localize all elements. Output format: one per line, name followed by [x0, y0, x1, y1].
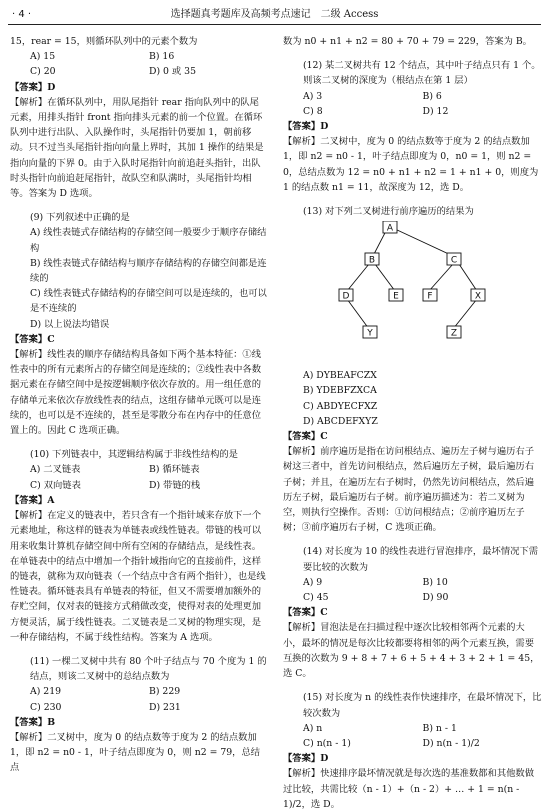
tree-node: Z [450, 328, 458, 339]
option: D) n(n - 1)/2 [422, 737, 480, 749]
edge-c-x [459, 264, 477, 291]
option: B) 线性表链式存储结构与顺序存储结构的存储空间都是连续的 [30, 257, 267, 285]
option: C) 20 [30, 66, 56, 78]
answer-label: 【答案】A [10, 494, 55, 506]
answer-label: 【答案】D [10, 81, 56, 93]
tree-node: A [386, 223, 394, 234]
option: A) 219 [30, 686, 62, 698]
analysis-text: 【解析】二叉树中，度为 0 的结点数等于度为 2 的结点数加 1，即 n2 = n0 - 1，叶子结点即度为 0，n0 = 1，则 n2 = 0，总结点数为 12 = n0 + n1 + n2 = 1 + n1 + 0，则度为 1 的结点数 n1 = 11，故深度为 12，选 D。 [283, 136, 539, 193]
option: A) 3 [303, 90, 323, 102]
option: D) 0 或 35 [149, 66, 196, 78]
edge-b-e [375, 264, 395, 291]
tree-svg [283, 221, 542, 366]
question-13 [283, 204, 542, 535]
question-8-tail [10, 34, 268, 201]
tree-node: B [368, 255, 376, 266]
option: D) 以上说法均错误 [30, 318, 110, 330]
page-number: · 4 · [12, 9, 32, 20]
question-11 [10, 654, 268, 776]
left-column [10, 34, 268, 776]
option-list [10, 49, 268, 79]
edge-a-c [395, 229, 453, 256]
answer-label: 【答案】D [283, 121, 329, 133]
binary-tree-diagram [283, 221, 542, 366]
running-title: 选择题真考题库及高频考点速记 二级 Access [170, 9, 379, 20]
option: B) YDEBFZXCA [303, 385, 377, 397]
option-list [283, 89, 542, 119]
analysis-text: 【解析】快速排序最坏情况就是每次选的基准数都和其他数做过比较，共需比较（n - 1）+（n - 2）+ … + 1 = n(n - 1)/2，选 D。 [283, 768, 535, 810]
option: B) 6 [422, 90, 442, 102]
analysis-text: 【解析】线性表的顺序存储结构具备如下两个基本特征：①线性表中的所有元素所占的存储空间是连续的；②线性表中各数据元素在存储空间中是按逻辑顺序依次存放的。用一组任意的存储单元来依次存放线性表的结点，这组存储单元既可以是连续的，也可以是不连续的，甚至是零散分布在内存中的任意位置上的。因此 C 选项正确。 [10, 349, 262, 437]
analysis-text: 【解析】前序遍历是指在访问根结点、遍历左子树与遍历右子树这三者中，首先访问根结点，然后遍历左子树，最后遍历右子树；并且，在遍历左右子树时，仍然先访问根结点，然后遍历左子树，最后遍历右子树。前序遍历描述为：若二叉树为空，则执行空操作。否则：①访问根结点；②前序遍历左子树；③前序遍历右子树，C 选项正确。 [283, 446, 535, 534]
option: C) 8 [303, 105, 323, 117]
option: C) 230 [30, 701, 62, 713]
option: A) 二叉链表 [30, 464, 81, 476]
answer-label: 【答案】D [283, 753, 329, 765]
option-list [283, 721, 542, 751]
analysis-text: 【解析】二叉树中，度为 0 的结点数等于度为 2 的结点数加 1，即 n2 = n0 - 1，叶子结点即度为 0，则 n2 = 79，总结点 [10, 731, 261, 774]
question-stem: (14) 对长度为 10 的线性表进行冒泡排序，最坏情况下需要比较的次数为 [303, 546, 539, 573]
question-10 [10, 447, 268, 645]
option: B) 229 [149, 686, 181, 698]
option: D) 90 [422, 592, 449, 604]
option: D) ABCDEFXYZ [303, 415, 378, 427]
option: A) 线性表链式存储结构的存储空间一般要少于顺序存储结构 [30, 227, 267, 254]
question-12 [283, 58, 542, 195]
option: B) 循环链表 [149, 464, 200, 476]
question-stem: 15，rear = 15，则循环队列中的元素个数为 [10, 36, 198, 47]
analysis-text: 【解析】在定义的链表中，若只含有一个指针域来存放下一个元素地址，称这样的链表为单链表或线性链表。带链的栈可以用来收集计算机存储空间中所有空闲的存储结点，是线性表。在单链表中的结点中增加一个指针域指向它的直接前件，这样的链表，就称为双向链表（一个结点中含有两个指针），也是线性链表。循环链表具有单链表的特征，但又不需要增加额外的存贮空间，仅对表的链接方式稍做改变，使得对表的处理更加方便灵活，属于线性链表。二叉链表是二叉树的物理实现，是一种存储结构，不属于线性结构。答案为 A 选项。 [10, 510, 266, 643]
option: C) 线性表链式存储结构的存储空间可以是连续的，也可以是不连续的 [30, 288, 267, 315]
edge-c-f [429, 264, 453, 291]
edge-x-z [453, 299, 477, 329]
page-header [8, 6, 541, 25]
question-stem: (10) 下列链表中，其逻辑结构属于非线性结构的是 [30, 449, 238, 461]
option: C) 45 [303, 592, 329, 604]
answer-label: 【答案】C [10, 333, 55, 345]
question-9 [10, 210, 268, 438]
edge-b-d [347, 264, 369, 291]
question-15 [283, 690, 542, 812]
tree-node: C [450, 255, 458, 266]
option: D) 带链的栈 [149, 479, 201, 491]
question-stem: (12) 某二叉树共有 12 个结点，其中叶子结点只有 1 个。则该二叉树的深度为（根结点在第 1 层） [303, 60, 541, 87]
question-stem: (15) 对长度为 n 的线性表作快速排序，在最坏情况下，比较次数为 [303, 692, 542, 719]
answer-label: 【答案】C [283, 431, 328, 443]
option: C) ABDYECFXZ [303, 400, 378, 412]
edge-d-y [347, 299, 369, 329]
tree-node-boxes [339, 221, 485, 338]
option: D) 12 [422, 105, 449, 117]
option-list [10, 462, 268, 492]
option-list [283, 575, 542, 605]
question-11-tail: 数为 n0 + n1 + n2 = 80 + 70 + 79 = 229，答案为 B。 [283, 36, 532, 47]
question-stem: (13) 对下列二叉树进行前序遍历的结果为 [303, 206, 474, 218]
answer-label: 【答案】C [283, 607, 328, 619]
option-list [283, 368, 542, 429]
option-list [10, 684, 268, 714]
tree-node: X [474, 291, 482, 302]
tree-node: F [427, 291, 433, 302]
option: C) n(n - 1) [303, 737, 351, 749]
question-stem: (9) 下列叙述中正确的是 [30, 212, 130, 224]
analysis-text: 【解析】在循环队列中，用队尾指针 rear 指向队列中的队尾元素，用排头指针 front 指向排头元素的前一个位置。在循环队列中进行出队、入队操作时，头尾指针仍要加 1，朝前移动。只不过当头尾指针指向向量上界时，其加 1 操作的结果是指向向量的下界 0。由于入队时尾指针向前追赶头指针，出队时头指针向前追赶尾指针，故队空和队满时，头尾指针均相等。答案为 D 选项。 [10, 96, 264, 200]
answer-label: 【答案】B [10, 716, 56, 728]
tree-edges [347, 229, 477, 329]
option: C) 双向链表 [30, 479, 81, 491]
option: B) n - 1 [422, 722, 457, 734]
option: B) 16 [149, 51, 175, 63]
tree-node: D [342, 291, 350, 302]
option: A) 15 [30, 51, 56, 63]
option: A) n [303, 722, 323, 734]
question-14 [283, 544, 542, 681]
right-column [283, 34, 542, 812]
option: A) DYBEAFCZX [303, 370, 377, 382]
option: D) 231 [149, 701, 181, 713]
analysis-text: 【解析】冒泡法是在扫描过程中逐次比较相邻两个元素的大小，最坏的情况是每次比较都要将相邻的两个元素互换，需要互换的次数为 9 + 8 + 7 + 6 + 5 + 4 + 3 + 2 + 1 = 45，选 C。 [283, 622, 540, 680]
tree-node: Y [367, 328, 373, 339]
option: A) 9 [303, 576, 323, 588]
question-stem: (11) 一棵二叉树中共有 80 个叶子结点与 70 个度为 1 的结点，则该二叉树中的总结点数为 [30, 655, 267, 683]
option: B) 10 [422, 576, 448, 588]
tree-node: E [393, 291, 399, 302]
